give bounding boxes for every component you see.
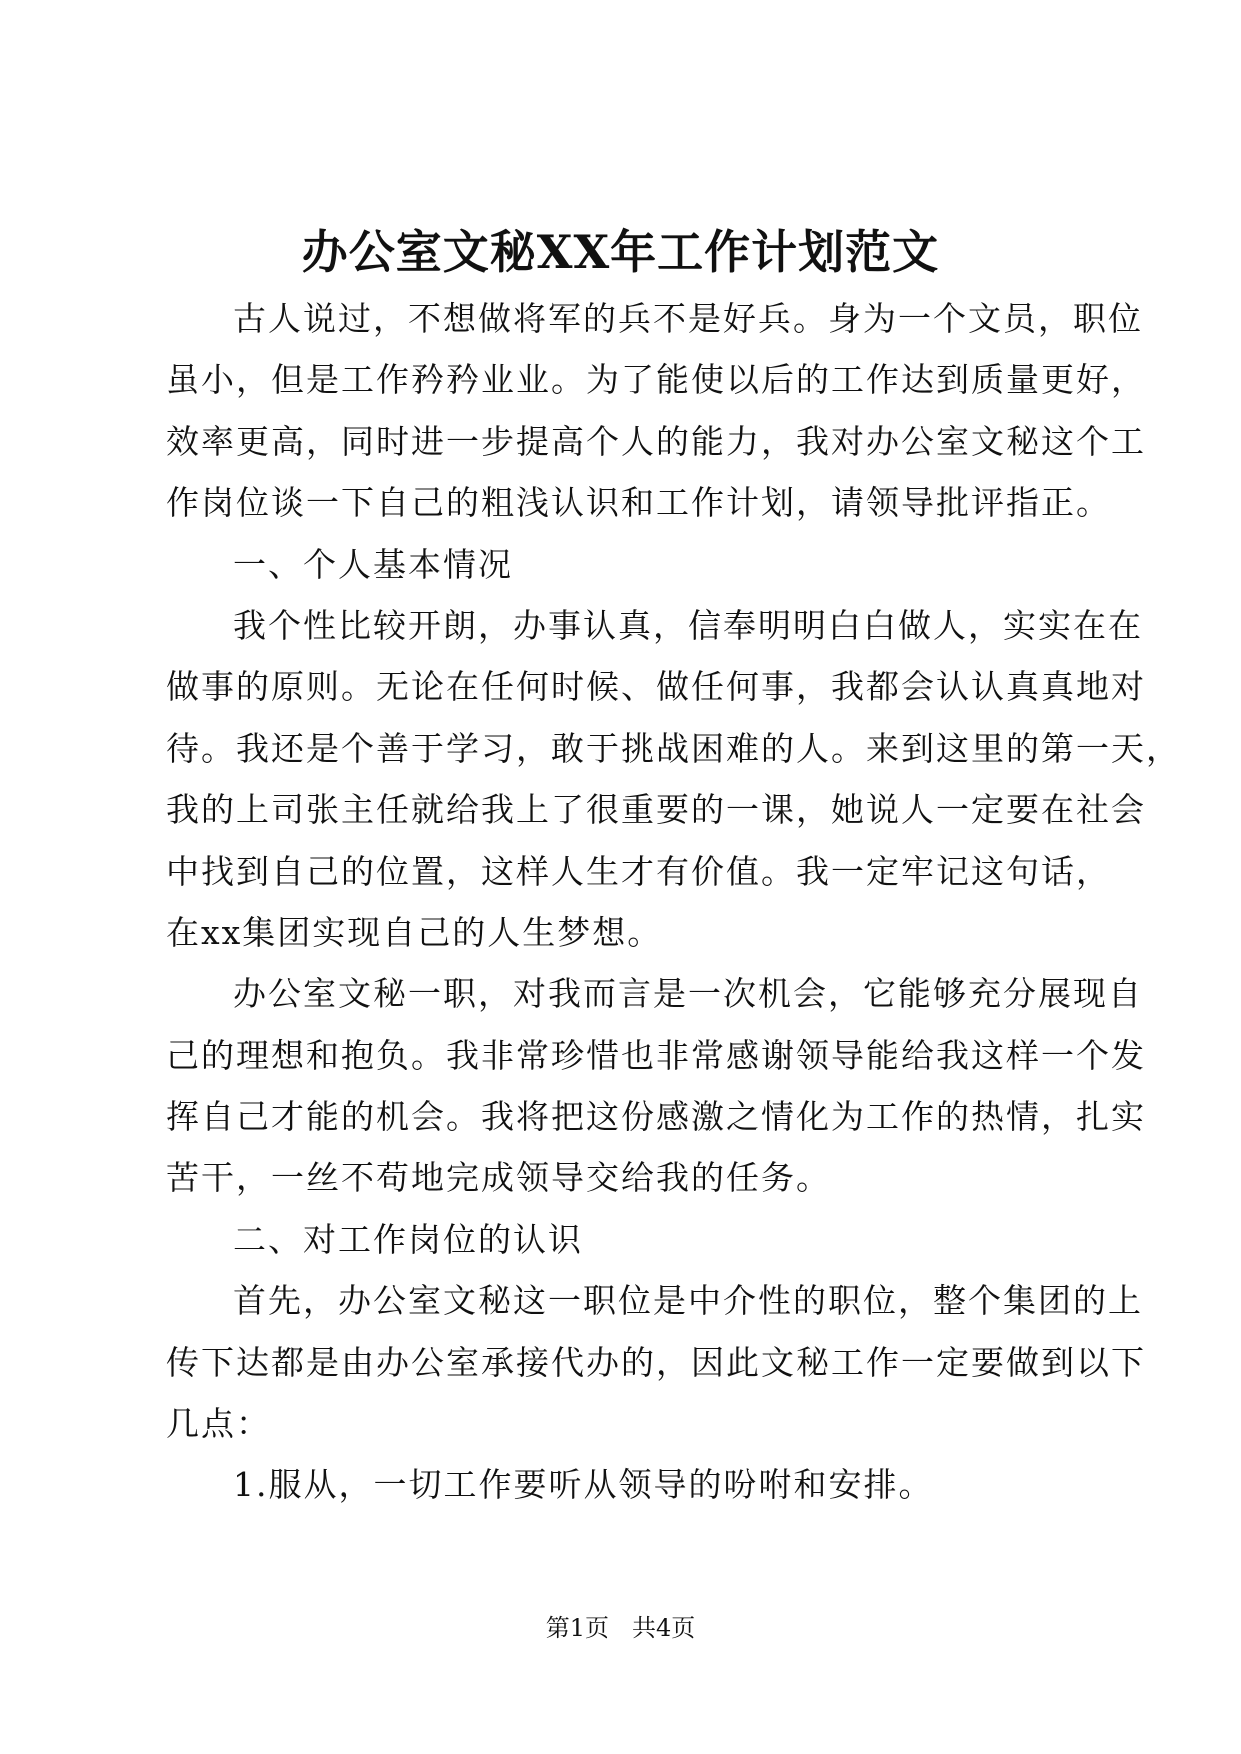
paragraph-line: 首先，办公室文秘这一职位是中介性的职位，整个集团的上 <box>233 1281 1143 1321</box>
page-total: 共4页 <box>631 1614 696 1642</box>
paragraph-line: 办公室文秘一职，对我而言是一次机会，它能够充分展现自 <box>233 974 1143 1014</box>
paragraph-line: 几点： <box>166 1404 271 1444</box>
section-heading: 一、个人基本情况 <box>233 544 513 584</box>
paragraph-line: 古人说过，不想做将军的兵不是好兵。身为一个文员，职位 <box>233 299 1143 338</box>
paragraph-line: 己的理想和抱负。我非常珍惜也非常感谢领导能给我这样一个发 <box>166 1035 1146 1075</box>
paragraph-line: 我个性比较开朗，办事认真，信奉明明白白做人，实实在在 <box>233 605 1143 645</box>
paragraph-line: 在xx集团实现自己的人生梦想。 <box>166 912 663 952</box>
paragraph-line: 中找到自己的位置，这样人生才有价值。我一定牢记这句话， <box>166 851 1111 891</box>
paragraph-line: 我的上司张主任就给我上了很重要的一课，她说人一定要在社会 <box>166 790 1146 830</box>
section-heading: 二、对工作岗位的认识 <box>233 1219 583 1259</box>
paragraph-line: 挥自己才能的机会。我将把这份感激之情化为工作的热情，扎实 <box>166 1097 1146 1137</box>
page-footer <box>0 1612 1241 1644</box>
list-item: 1.服从，一切工作要听从领导的吩咐和安排。 <box>233 1465 934 1505</box>
document-body <box>166 288 1181 1516</box>
paragraph-line: 苦干，一丝不苟地完成领导交给我的任务。 <box>166 1158 831 1198</box>
paragraph-line: 作岗位谈一下自己的粗浅认识和工作计划，请领导批评指正。 <box>166 483 1111 523</box>
page-number: 第1页 <box>545 1614 610 1642</box>
page-title: 办公室文秘XX年工作计划范文 <box>301 225 940 279</box>
paragraph-line: 虽小，但是工作矜矜业业。为了能使以后的工作达到质量更好， <box>166 360 1146 400</box>
paragraph-line: 待。我还是个善于学习，敢于挑战困难的人。来到这里的第一天， <box>166 728 1181 768</box>
page-gap <box>617 1612 625 1644</box>
paragraph-line: 传下达都是由办公室承接代办的，因此文秘工作一定要做到以下 <box>166 1342 1146 1382</box>
paragraph-line: 效率更高，同时进一步提高个人的能力，我对办公室文秘这个工 <box>166 421 1146 461</box>
paragraph-line: 做事的原则。无论在任何时候、做任何事，我都会认认真真地对 <box>166 667 1146 707</box>
